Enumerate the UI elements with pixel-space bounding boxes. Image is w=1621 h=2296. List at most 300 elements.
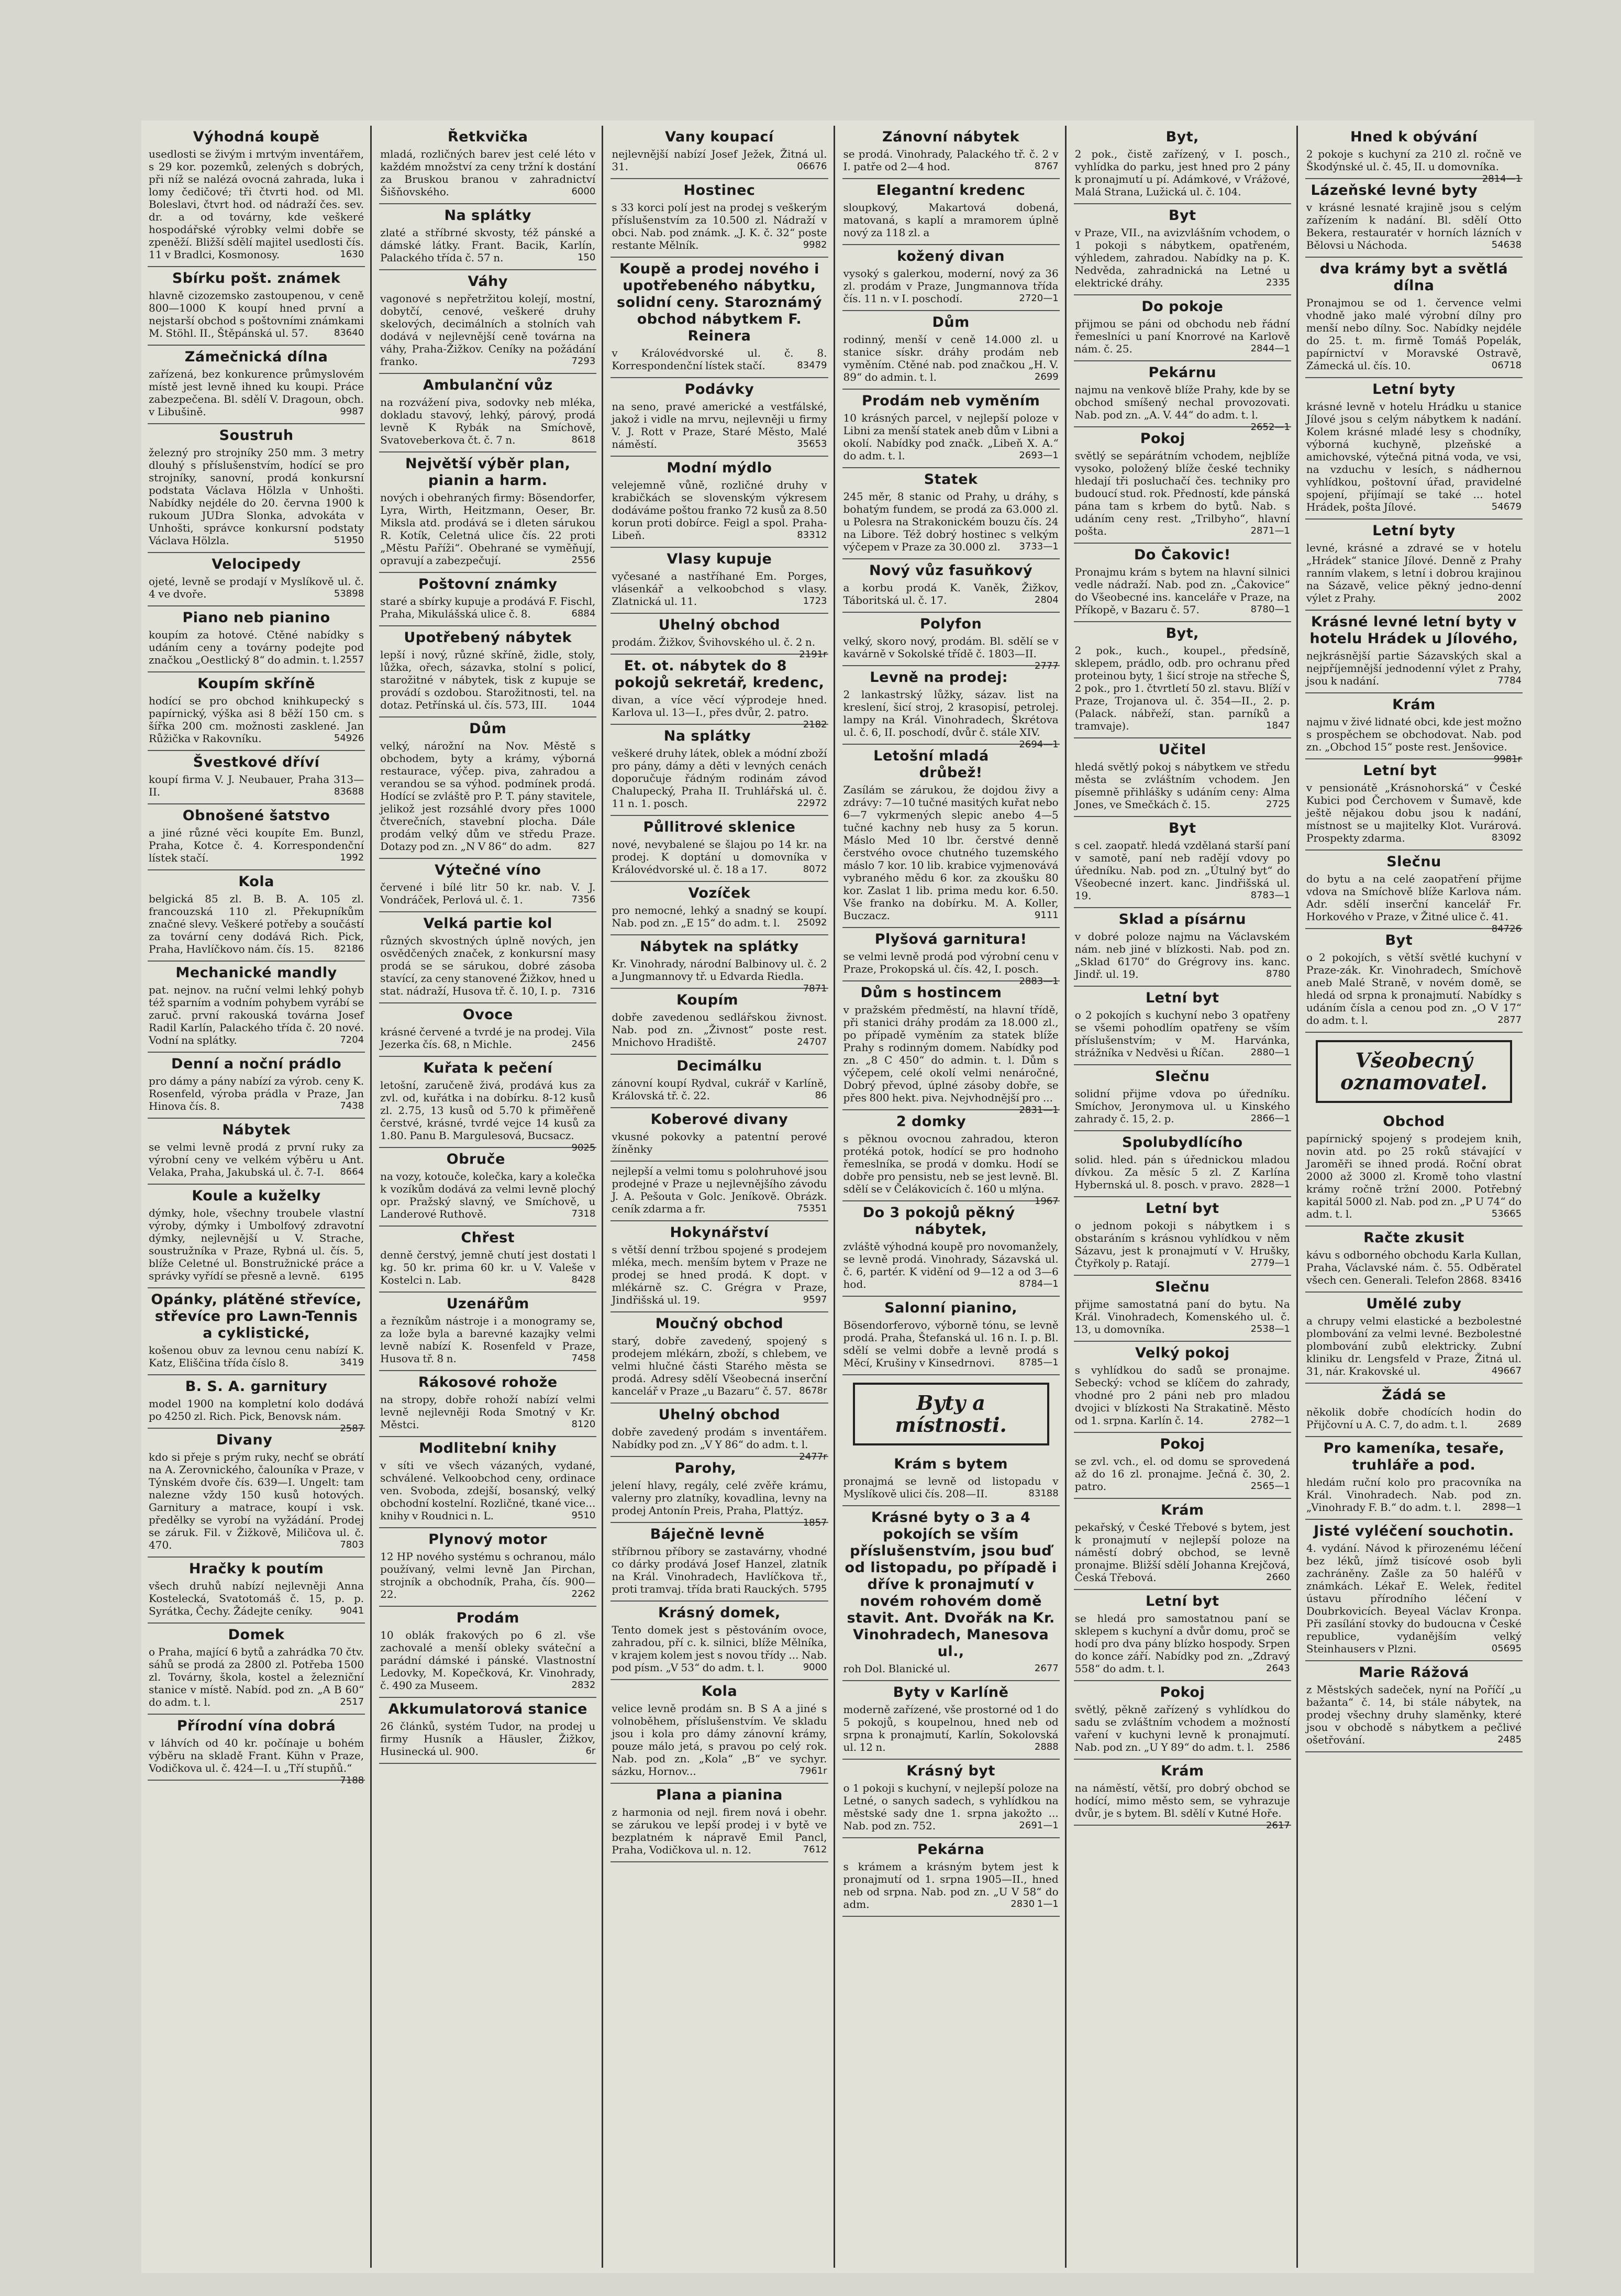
ad-heading: Akkumulatorová stanice — [388, 1701, 587, 1717]
ad-text: v krásné lesnaté krajině jsou s celým zařízením k nadání. Bl. sdělí Otto Bekera, restauratér v horních lázních v Bělovsi u Náchoda. — [1306, 201, 1522, 251]
ad-body — [1306, 951, 1522, 1026]
column-1 — [148, 126, 372, 2268]
ad-heading: Obruče — [446, 1151, 505, 1167]
ad-heading: Krásný domek, — [658, 1605, 781, 1621]
ad-body — [1074, 383, 1290, 433]
classified-ad — [148, 1715, 365, 1786]
ad-text: a jiné různé věci koupíte Em. Bunzl, Praha, Kotce č. 4. Korrespondenční lístek stačí. — [149, 826, 364, 864]
ad-body — [1075, 930, 1290, 980]
ad-body — [612, 1130, 827, 1155]
ad-reference-number: 8780 — [1266, 968, 1290, 979]
classified-ad — [379, 1003, 596, 1057]
ad-reference-number: 2477r — [799, 1451, 827, 1462]
ad-body — [1075, 1219, 1290, 1270]
ad-reference-number: 2777 — [1034, 660, 1059, 671]
ad-body — [149, 289, 364, 339]
ad-heading: Moučný obchod — [655, 1316, 784, 1332]
ad-body — [380, 648, 595, 711]
ad-heading: Uhelný obchod — [658, 617, 781, 633]
ad-body — [149, 148, 364, 261]
ad-text: najmu na venkově blíže Prahy, kde by se obchod smíšený nechal provozovati. Nab. pod zn. „A. V. 44“ do adm. t. l. — [1074, 383, 1290, 421]
ad-reference-number: 49667 — [1491, 1365, 1522, 1376]
ad-text: zařízená, bez konkurence průmyslovém místě jest levně ihned ku koupi. Práce zabezpečena. Bl. sdělí V. Dragoun, obch. v Libušině. — [149, 368, 364, 418]
ad-reference-number: 83688 — [334, 786, 364, 797]
classified-ad — [1305, 520, 1523, 611]
classified-ad — [148, 672, 365, 751]
ad-body — [1306, 1542, 1522, 1655]
ad-body — [612, 957, 827, 994]
ad-body — [612, 693, 827, 730]
ad-text: s cel. zaopatř. hledá vzdělaná starší paní v samotě, paní neb radějí vdovy po úředníku. Nab. pod zn. „Útulný byt“ do Všeobecné inzert. kanc. Jindřišská ul. 19. — [1074, 839, 1290, 902]
ad-reference-number: 83640 — [334, 327, 364, 338]
ad-heading: Mechanické mandly — [175, 965, 337, 981]
ad-reference-number: 9981r — [1493, 754, 1522, 765]
ad-body — [612, 1165, 827, 1215]
column-5 — [1074, 126, 1298, 2268]
classified-ad — [610, 614, 828, 660]
ad-reference-number: 9111 — [1034, 910, 1059, 921]
ad-reference-number: 7293 — [571, 356, 596, 367]
classified-ad — [842, 126, 1060, 179]
ad-heading: Hned k obývání — [1350, 129, 1478, 145]
ad-text: denně čerstvý, jemně chutí jest dostati l kg. 50 kr. prima 60 kr. u V. Valeše v Kostelci n. Lab. — [380, 1249, 596, 1286]
ad-body — [149, 1646, 364, 1708]
ad-heading: Marie Rážová — [1359, 1664, 1469, 1681]
ad-body — [149, 826, 364, 864]
ad-text: o jednom pokoji s nábytkem i s obstaráním s krásnou vyhlídkou v něm Sázavu, jest k pronajmutí v V. Hrušky, Čtyřkoly p. Ratají. — [1074, 1219, 1290, 1270]
ad-text: najmu v živé lidnaté obci, kde jest možno s prospěchem se obchodovat. Nab. pod zn. „Obchod 15“ poste rest. Jenšovice. — [1306, 715, 1522, 753]
ad-reference-number: 9000 — [803, 1662, 827, 1673]
ad-body — [612, 1426, 827, 1462]
ad-heading: Prodám neb vyměním — [861, 393, 1040, 409]
ad-body — [1306, 1683, 1522, 1746]
ad-reference-number: 2830 1—1 — [1011, 1898, 1059, 1909]
ad-text: s krámem a krásným bytem jest k pronajmutí od 1. srpna 1905—II., hned neb od srpna. Nab. pod zn. „U V 58“ do adm. — [843, 1860, 1059, 1911]
ad-body — [1306, 1132, 1522, 1220]
ad-reference-number: 7356 — [571, 894, 596, 905]
ad-text: prodám. Žižkov, Švihovského ul. č. 2 n. — [612, 636, 816, 648]
ad-reference-number: 2898—1 — [1482, 1502, 1522, 1513]
ad-reference-number: 8618 — [571, 434, 596, 445]
ad-text: o 2 pokojích, s větší světlé kuchyní v Praze-zák. Kr. Vinohradech, Smíchově aneb Malé Straně, v novém domě, se hledá od srpna k pronajmutí. Nabídky s udáním čísla a cenou pod zn. „O V 17“ do adm. t. l. — [1306, 951, 1522, 1026]
ad-heading: Obnošené šatstvo — [182, 808, 330, 824]
ad-text: krásné levně v hotelu Hrádku u stanice Jílové jsou s celým nábytkem k nadání. Kolem krásné mladé lesy s chodníky, výborná kuchyně, plzeňské a amichovské, výtečná pitná voda, ve vsi, na vzduchu v lesích, s nádhernou vyhlídkou, poštovní úřad, pravidelné spojení, přijímají se také ... hotel Hrádek, pošta Jílové. — [1306, 400, 1522, 513]
ad-reference-number: 1630 — [340, 249, 364, 260]
classified-ad — [1305, 759, 1523, 851]
ad-body — [149, 1344, 364, 1369]
ad-body — [843, 490, 1059, 553]
ad-reference-number: 54679 — [1491, 501, 1522, 512]
ad-reference-number: 2262 — [571, 1588, 596, 1599]
section-heading-box: Všeobecný oznamovatel. — [1316, 1040, 1512, 1103]
ad-body — [380, 1079, 596, 1153]
ad-heading: Pekárnu — [1148, 365, 1217, 381]
ad-text: velejemně vůně, rozličné druhy v krabičkách se slovenským výkresem dodáváme poštou franko 72 kusů za 8.50 korun proti dobírce. Feigl a spol. Praha-Libeň. — [612, 479, 827, 542]
ad-text: levné, krásné a zdravé se v hotelu „Hrádek“ stanice Jílové. Denně z Prahy ranním vlakem, s letní i dobrou krajinou na Sázavě, velice pěkný jedno-denní výlet z Prahy. — [1306, 542, 1522, 604]
classified-ad — [610, 816, 828, 882]
ad-text: starý, dobře zavedený, spojený s prodejem mlékárn, zboží, s chlebem, ve velmi hlučné části Starého města se prodá. Adresy sdělí Všeobecná inserční kancelář v Praze „u Bazaru“ č. 57. — [612, 1334, 827, 1397]
ad-body — [1306, 148, 1522, 184]
ad-body — [1306, 1476, 1522, 1514]
classified-ad — [842, 928, 1060, 987]
ad-text: zlaté a stříbrné skvosty, též pánské a dámské látky. Frant. Bacik, Karlín, Palackého třída č. 57 n. — [380, 226, 596, 264]
ad-heading: Uzenářům — [446, 1296, 529, 1312]
classified-ad — [842, 311, 1060, 390]
ad-heading: Chřest — [461, 1230, 515, 1246]
ad-text: pro dámy a pány nabízí za výrob. ceny K. Rosenfeld, výroba prádla v Praze, Jan Hinova čís. 8. — [149, 1075, 364, 1112]
ad-body — [843, 148, 1059, 173]
ad-text: 12 HP nového systému s ochranou, málo používaný, velmi levně Jan Pirchan, strojník a obchodník, Praha, čís. 900—22. — [380, 1550, 596, 1600]
ad-body — [1075, 1087, 1290, 1125]
ad-body — [1075, 1455, 1290, 1493]
ad-reference-number: 2871—1 — [1250, 525, 1290, 536]
classified-ad — [610, 1523, 828, 1602]
ad-reference-number: 7612 — [803, 1844, 827, 1855]
ad-heading: Soustruh — [219, 427, 294, 444]
ad-text: přijmou se páni od obchodu neb řádní řemeslníci u paní Knorrové na Karlově nám. č. 25. — [1074, 317, 1290, 355]
ad-text: košenou obuv za levnou cenu nabízí K. Katz, Eliščina třída číslo 8. — [149, 1344, 364, 1369]
ad-heading: Decimálku — [676, 1058, 762, 1074]
ad-text: koupím za hotové. Ctěné nabídky s udáním ceny a továrny podejte pod značkou „Oestlický 8“ do admin. t. l. — [149, 628, 364, 666]
classified-ad — [610, 179, 828, 258]
ad-reference-number: 2002 — [1497, 592, 1522, 603]
ad-reference-number: 2456 — [571, 1039, 596, 1050]
ad-body — [380, 1459, 595, 1522]
ad-heading: Pokoj — [1140, 431, 1185, 447]
ad-body — [149, 1141, 364, 1178]
ad-body — [612, 1243, 827, 1306]
ad-reference-number: 7204 — [340, 1034, 364, 1045]
ad-body — [843, 783, 1059, 922]
ad-reference-number: 6r — [585, 1746, 596, 1757]
ad-text: pekařský, v České Třebové s bytem, jest k pronajmutí v nejlepší poloze na náměstí dobrý obchod, se levně pronajme. Bližší sdělí Johanna Krejčová, Česká Třebová. — [1074, 1521, 1290, 1584]
ad-text: vagonové s nepřetržitou kolejí, mostní, dobytčí, cenové, veškeré druhy skelových, decimálních a stolních vah dodává v nejlevnější ceně továrna na váhy, Praha-Žižkov. Ceníky na požádání franko. — [380, 292, 596, 368]
classified-ad — [842, 179, 1060, 245]
ad-reference-number: 9597 — [803, 1294, 827, 1305]
classified-ad — [610, 1312, 828, 1404]
ad-reference-number: 82186 — [334, 943, 364, 954]
ad-text: se prodá. Vinohrady, Palackého tř. č. 2 v I. patře od 2—4 hod. — [843, 148, 1059, 173]
classified-ad — [379, 859, 596, 912]
ad-body — [380, 595, 595, 620]
classified-ad — [610, 1221, 828, 1312]
ad-text: červené i bílé litr 50 kr. nab. V. J. Vondráček, Perlová ul. č. 1. — [380, 881, 596, 906]
ad-reference-number: 22972 — [797, 798, 827, 809]
ad-reference-number: 1857 — [803, 1517, 827, 1528]
ad-body — [612, 636, 827, 660]
classified-ad — [610, 1162, 828, 1221]
ad-text: pro nemocné, lehký a snadný se koupí. Nab. pod zn. „E 15“ do adm. t. l. — [612, 904, 827, 929]
classified-ad — [842, 1453, 1060, 1506]
ad-heading: Krásné levné letní byty v hotelu Hrádek u Jílového, — [1309, 614, 1518, 647]
ad-reference-number: 2691—1 — [1019, 1820, 1059, 1831]
classified-ad — [1074, 1276, 1291, 1342]
ad-text: Bösendorferovo, výborně tónu, se levně prodá. Praha, Štefanská ul. 16 n. I. p. Bl. sdělí se velmi dobře a levně prodá s Měcí, Krušiny v Kinsedrnovi. — [843, 1319, 1059, 1369]
column-2 — [379, 126, 603, 2268]
classified-ad — [148, 1053, 365, 1119]
ad-body — [843, 1475, 1059, 1500]
ad-body — [149, 892, 364, 955]
classified-ad — [1305, 693, 1523, 765]
ad-text: se hledá pro samostatnou paní se sklepem s kuchyní a dvůr domu, proč se hodí pro dva pány blízko hospody. Srpen do konce září. Nabídky pod zn. „Zdravý 558“ do adm. t. l. — [1074, 1612, 1290, 1675]
column-3 — [610, 126, 835, 2268]
ad-reference-number: 2779—1 — [1250, 1257, 1290, 1268]
ad-text: papírnický spojený s prodejem knih, novin atd. po 25 roků stávající v Jaroměři se ihned prodá. Roční obrat 2000 až 3000 zl. Kromě toho vlastní krámy ročně tržní 2000. Potřebný kapitál 5000 zl. Nab. pod zn. „P U 74“ do adm. t. l. — [1306, 1132, 1522, 1220]
ad-body — [1075, 449, 1290, 537]
ad-body — [612, 1702, 827, 1778]
classified-ad — [148, 424, 365, 553]
ad-reference-number: 9982 — [803, 239, 827, 250]
ad-reference-number: 2888 — [1034, 1741, 1059, 1752]
ad-text: Pronajmu krám s bytem na hlavní silnici vedle nádraží. Nab. pod zn. „Čakovice“ do Všeobecné ins. kanceláře v Praze, na Příkopě, v Bazaru č. 57. — [1074, 566, 1290, 616]
ad-reference-number: 2877 — [1497, 1014, 1522, 1025]
ad-heading: Dům s hostincem — [860, 985, 1002, 1001]
ad-reference-number: 7316 — [571, 985, 596, 996]
classified-ad — [610, 1404, 828, 1462]
ad-heading: Sklad a písárnu — [1118, 911, 1246, 928]
classified-ad — [1305, 179, 1523, 258]
ad-body — [1075, 566, 1290, 616]
ad-body — [380, 881, 595, 906]
ad-text: železný pro strojníky 250 mm. 3 metry dlouhý s příslušenstvím, hodící se pro strojníky, sanovní, prodá konkursní podstata Václava Hölzla v Unhošti. Nabídky nejdéle do 20. června 1900 k rukoum JUDra Slonka, advokáta v Unhošti, správce konkursní podstaty Václava Hölzla. — [149, 446, 364, 547]
ad-heading: Slečnu — [1155, 1279, 1210, 1295]
classified-ad — [610, 725, 828, 816]
ad-heading: Do Čakovic! — [1134, 547, 1231, 563]
ad-text: staré a sbírky kupuje a prodává F. Fischl, Praha, Mikulášská ulice č. 8. — [380, 595, 596, 620]
ad-body — [843, 1782, 1059, 1832]
ad-text: dýmky, hole, všechny troubele vlastní výroby, dýmky i Umbolfový zdravotní dýmky, nejlevnější u V. Strache, soustružníka v Praze, Rybná ul. čís. 5, blíže Celetné ul. Bonstružnické práce a správky vyřídí se přesně a levně. — [149, 1207, 364, 1282]
ad-text: a korbu prodá K. Vaněk, Žižkov, Táboritská ul. č. 17. — [843, 581, 1059, 606]
ad-body — [380, 1393, 595, 1431]
ad-text: dobře zavedený prodám s inventářem. Nabídky pod zn. „V Y 86“ do adm. t. l. — [612, 1426, 827, 1451]
ad-reference-number: 7458 — [571, 1353, 596, 1364]
ad-heading: Zánovní nábytek — [882, 129, 1020, 145]
ad-heading: Výhodná koupě — [193, 129, 320, 145]
ad-reference-number: 75351 — [797, 1203, 827, 1214]
ad-reference-number: 7871 — [803, 983, 827, 994]
classified-ad — [1074, 126, 1291, 204]
ad-text: 26 článků, systém Tudor, na prodej u firmy Husník a Häusler, Žižkov, Husinecká ul. 900. — [380, 1720, 596, 1758]
ad-body — [149, 368, 364, 418]
ad-body — [1306, 296, 1522, 372]
classified-ad — [842, 1201, 1060, 1297]
classified-ad — [379, 270, 596, 374]
ad-heading: Váhy — [468, 273, 508, 290]
ad-heading: Výtečné víno — [435, 862, 541, 878]
ad-heading: 2 domky — [896, 1113, 967, 1130]
ad-heading: Koupě a prodej nového i upotřebeného nábytku, solidní ceny. Staroznámý obchod nábytkem F. Reinera — [616, 261, 822, 344]
ad-reference-number: 3733—1 — [1019, 541, 1059, 552]
ad-text: v Praze, VII., na avizvlášním vchodem, o 1 pokoji s nábytkem, opatřeném, výhledem, zahradou. Nabídky na p. K. Nedvěda, zahradnická na Letné u elektrické dráhy. — [1074, 226, 1290, 289]
classified-ad — [842, 245, 1060, 311]
ad-body — [149, 694, 364, 745]
ad-reference-number: 2844—1 — [1250, 343, 1290, 354]
ad-reference-number: 2557 — [340, 654, 364, 665]
ad-heading: Kola — [238, 874, 274, 890]
ad-body — [149, 628, 364, 666]
ad-reference-number: 84726 — [1491, 923, 1522, 934]
ad-heading: Ovoce — [462, 1007, 513, 1023]
ad-heading: Byt — [1168, 820, 1196, 836]
ad-heading: Letní byt — [1145, 990, 1219, 1006]
ad-body — [1075, 760, 1290, 811]
ad-text: velice levně prodám sn. B S A a jiné s volnoběhem, příslušenstvím. Ve skladu jsou i kola pro dámy zánovní krámy, pouze málo jetá, s pravou po celý rok. Nab. pod zn. „Kola“ „B“ ve sychyr. sázku, Hornov... — [612, 1702, 827, 1778]
ad-reference-number: 86 — [815, 1090, 827, 1101]
ad-body — [380, 1629, 595, 1692]
classified-ad — [148, 1558, 365, 1624]
classified-ad — [1305, 929, 1523, 1033]
ad-body — [843, 333, 1059, 383]
ad-reference-number: 2617 — [1266, 1820, 1290, 1831]
ad-heading: Byt — [1168, 207, 1196, 224]
classified-ad — [1305, 1293, 1523, 1384]
ad-text: Pronajmou se od 1. července velmi vhodně jako malé výrobní dílny pro menší nebo dílny. Soc. Nabídky nejdéle do 25. t. m. firmě Tomáš Popelák, papírnictví v Moravské Ostravě, Zámecká ul. čís. 10. — [1306, 296, 1522, 372]
ad-body — [380, 1249, 595, 1286]
ad-heading: Koule a kuželky — [192, 1188, 321, 1204]
ad-reference-number: 8120 — [571, 1419, 596, 1430]
ad-text: Kr. Vinohrady, národní Balbinovy ul. č. 2 a Jungmannovy tř. u Edvarda Riedla. — [612, 957, 827, 983]
ad-body — [149, 1075, 364, 1112]
column-6 — [1305, 126, 1528, 2268]
ad-body — [1306, 781, 1522, 844]
ad-body — [843, 688, 1059, 750]
classified-ad — [1074, 738, 1291, 817]
classified-ad — [379, 1437, 596, 1528]
ad-heading: Do 3 pokojů pěkný nábytek, — [862, 1205, 1015, 1238]
ad-reference-number: 83479 — [797, 360, 827, 371]
ad-reference-number: 2538—1 — [1250, 1323, 1290, 1334]
ad-heading: Švestkové dříví — [193, 754, 320, 770]
ad-reference-number: 2831—1 — [1019, 1105, 1059, 1116]
classified-ad — [379, 1698, 596, 1764]
classified-ad — [1074, 1065, 1291, 1131]
ad-text: moderně zařízené, vše prostorné od 1 do 5 pokojů, s koupelnou, hned neb od srpna k pronajmutí, Karlín, Sokolovská ul. 12 n. — [843, 1703, 1059, 1753]
ad-body — [612, 479, 827, 542]
ad-heading: Plynový motor — [428, 1531, 548, 1548]
ad-body — [1306, 1315, 1522, 1377]
ad-body — [843, 1860, 1059, 1911]
classified-ad — [842, 613, 1060, 671]
ad-text: model 1900 na kompletní kolo dodává po 4250 zl. Rich. Pick, Benovsk nám. — [149, 1397, 364, 1422]
ad-text: 10 oblák frakových po 6 zl. vše zachovalé a menší obleky sváteční a parádní dámské i pánské. Vlastnostní Ledovky, M. Kopečková, Kr. Vinohrady, č. 490 za Museem. — [380, 1629, 596, 1692]
ad-body — [843, 1662, 1059, 1675]
ad-text: hlavně cizozemsko zastoupenou, v ceně 800—1000 K koupí hned první a nejstarší obchod s poštovními známkami M. Stöhl. II., Štěpánská ul. 57. — [149, 289, 364, 339]
ad-reference-number: 8072 — [803, 864, 827, 875]
ad-body — [843, 1319, 1059, 1369]
ad-reference-number: 1723 — [803, 595, 827, 606]
ad-heading: Báječně levně — [650, 1526, 765, 1542]
ad-body — [149, 1397, 364, 1434]
ad-text: belgická 85 zl. B. B. A. 105 zl. francouzská 110 zl. Překupníkům značné slevy. Veškeré potřeby a součástí za tovární ceny dodává Rich. Pick, Praha, Havlíčkovo nám. čís. 15. — [149, 892, 364, 955]
ad-reference-number: 3419 — [340, 1357, 364, 1368]
ad-text: s vyhlídkou do sadů se pronajme. Sebecký: vchod se klíčem do zahrady, vhodné pro 2 páni neb pro mladou dvojici v blízkosti Na Strakatině. Město od 1. srpna. Karlín č. 14. — [1074, 1364, 1290, 1427]
ad-heading: Pokoj — [1160, 1436, 1205, 1452]
ad-heading: Slečnu — [1155, 1068, 1210, 1085]
ad-reference-number: 2660 — [1266, 1572, 1290, 1583]
classified-ad — [379, 1057, 596, 1153]
ad-body — [612, 1011, 827, 1048]
ad-text: hledám ruční kolo pro pracovníka na Král. Vinohradech. Nab. pod zn. „Vinohrady F. B.“ do adm. t. l. — [1306, 1476, 1522, 1514]
ad-body — [843, 201, 1059, 239]
classified-ad — [148, 267, 365, 346]
ad-text: několik dobře chodících hodin do Přijčovní u A. C. 7, do adm. t. l. — [1306, 1406, 1522, 1431]
classified-ad — [842, 1110, 1060, 1207]
classified-ad — [842, 1838, 1060, 1917]
ad-text: solidní přijme vdova po úředníku. Smíchov, Jeronymova ul. u Kinského zahrady č. 15, 2. p. — [1074, 1087, 1290, 1125]
ad-body — [380, 1315, 595, 1365]
ad-heading: Hračky k poutím — [188, 1561, 324, 1577]
ad-body — [1306, 715, 1522, 765]
classified-ad — [148, 804, 365, 870]
ad-text: vkusné pokovky a patentní perové žíněnky — [612, 1130, 827, 1155]
ad-body — [612, 201, 827, 251]
ad-text: o 2 pokojích s kuchyní nebo 3 opatřeny se všemi pohodlím opatřeny se vším příslušenstvím; v M. Harvánka, strážníka v Nedvěsi u Říčan. — [1074, 1009, 1290, 1059]
ad-text: zánovní koupí Rydval, cukrář v Karlíně, Královská tř. č. 22. — [612, 1077, 827, 1102]
ad-heading: Piano neb pianino — [182, 610, 330, 626]
ad-reference-number: 83092 — [1491, 832, 1522, 843]
ad-heading: Podávky — [684, 381, 754, 398]
ad-body — [149, 575, 364, 600]
classified-ad — [379, 718, 596, 859]
ad-reference-number: 7318 — [571, 1208, 596, 1219]
classified-ad — [148, 962, 365, 1053]
ad-reference-number: 2804 — [1034, 594, 1059, 605]
ad-text: krásné červené a tvrdé je na prodej. Vila Jezerka čís. 68, n Michle. — [380, 1025, 596, 1051]
ad-reference-number: 8664 — [340, 1166, 364, 1177]
ad-heading: Umělé zuby — [1366, 1296, 1462, 1312]
ad-heading: Modlitební knihy — [419, 1440, 557, 1456]
ad-heading: dva krámy byt a světlá dílna — [1319, 261, 1508, 294]
ad-body — [612, 570, 827, 608]
ad-heading: Ambulanční vůz — [423, 377, 553, 393]
classified-ad — [379, 912, 596, 1003]
ad-reference-number: 51950 — [334, 535, 364, 546]
ad-heading: Učitel — [1158, 742, 1206, 758]
ad-body — [1306, 649, 1522, 687]
ad-heading: Největší výběr plan, pianin a harm. — [405, 456, 571, 489]
ad-heading: Na splátky — [663, 728, 751, 744]
ad-text: nových i obehraných firmy: Bösendorfer, Lyra, Wirth, Heitzmann, Oeser, Br. Miksla atd. prodává se i dleten sárukou R. Kotík, Celetná ulice čís. 22 proti „Městu Paříži“. Obehrané se vyměňují, opravují a zabezpečují. — [380, 491, 596, 567]
ad-heading: Rákosové rohože — [418, 1374, 558, 1390]
ad-body — [149, 773, 364, 798]
ad-text: pronajmá se levně od listopadu v Myslíkově ulici čís. 208—II. — [843, 1475, 1059, 1500]
ad-reference-number: 5795 — [803, 1583, 827, 1594]
ad-reference-number: 2689 — [1497, 1419, 1522, 1430]
ad-text: kdo si přeje s prým ruky, nechť se obrátí na A. Zerovnického, čalouníka v Praze, v Týnském dvoře čís. 639—I. Ungelt: tam nalezne vždy 150 kusů hotových. Garnitury a matrace, koupí i vsk. předělky se vyrobí na vyžádání. Prodej se záruk. Fil. v Žižkově, Miličova ul. č. 470. — [149, 1451, 364, 1551]
ad-body — [149, 984, 364, 1046]
classified-ad — [1074, 427, 1291, 544]
ad-reference-number: 2693—1 — [1019, 450, 1059, 461]
ad-heading: Byt — [1385, 932, 1413, 948]
classified-ad — [610, 655, 828, 730]
ad-text: z Městských sadeček, nyní na Poříčí „u bažanta“ č. 14, bi stále nábytek, na prodej všechny druhy slaměnky, které jsou v obchodě s nábytkem a pečlivé ošetřování. — [1306, 1683, 1522, 1746]
ad-heading: Modní mýdlo — [667, 460, 772, 476]
ad-reference-number: 8428 — [571, 1274, 596, 1285]
ad-heading: Krám — [1160, 1502, 1204, 1518]
classified-ad — [842, 1681, 1060, 1760]
ad-text: hodící se pro obchod knihkupecký s papírnický, výška asi 8 běží 150 cm. s šířka 200 cm. možnosti zasklené. Jan Růžička v Rakovníku. — [149, 694, 364, 745]
classified-ad — [610, 935, 828, 994]
ad-reference-number: 54638 — [1491, 239, 1522, 250]
classified-ad — [1074, 1433, 1291, 1499]
ad-heading: Pro kameníka, tesaře, truhláře a pod. — [1323, 1440, 1505, 1473]
ad-text: na stropy, dobře rohoží nabízí velmi levně nejlevněji Roda Smotný v Kr. Městci. — [380, 1393, 596, 1431]
ad-body — [612, 1334, 827, 1397]
ad-heading: Řetkvička — [448, 129, 528, 145]
ad-body — [843, 1240, 1059, 1290]
ad-text: sloupkový, Makartová dobená, matovaná, s kaplí a mramorem úplně nový za 118 zl. a — [843, 201, 1059, 239]
ad-heading: Plana a pianina — [656, 1787, 783, 1803]
